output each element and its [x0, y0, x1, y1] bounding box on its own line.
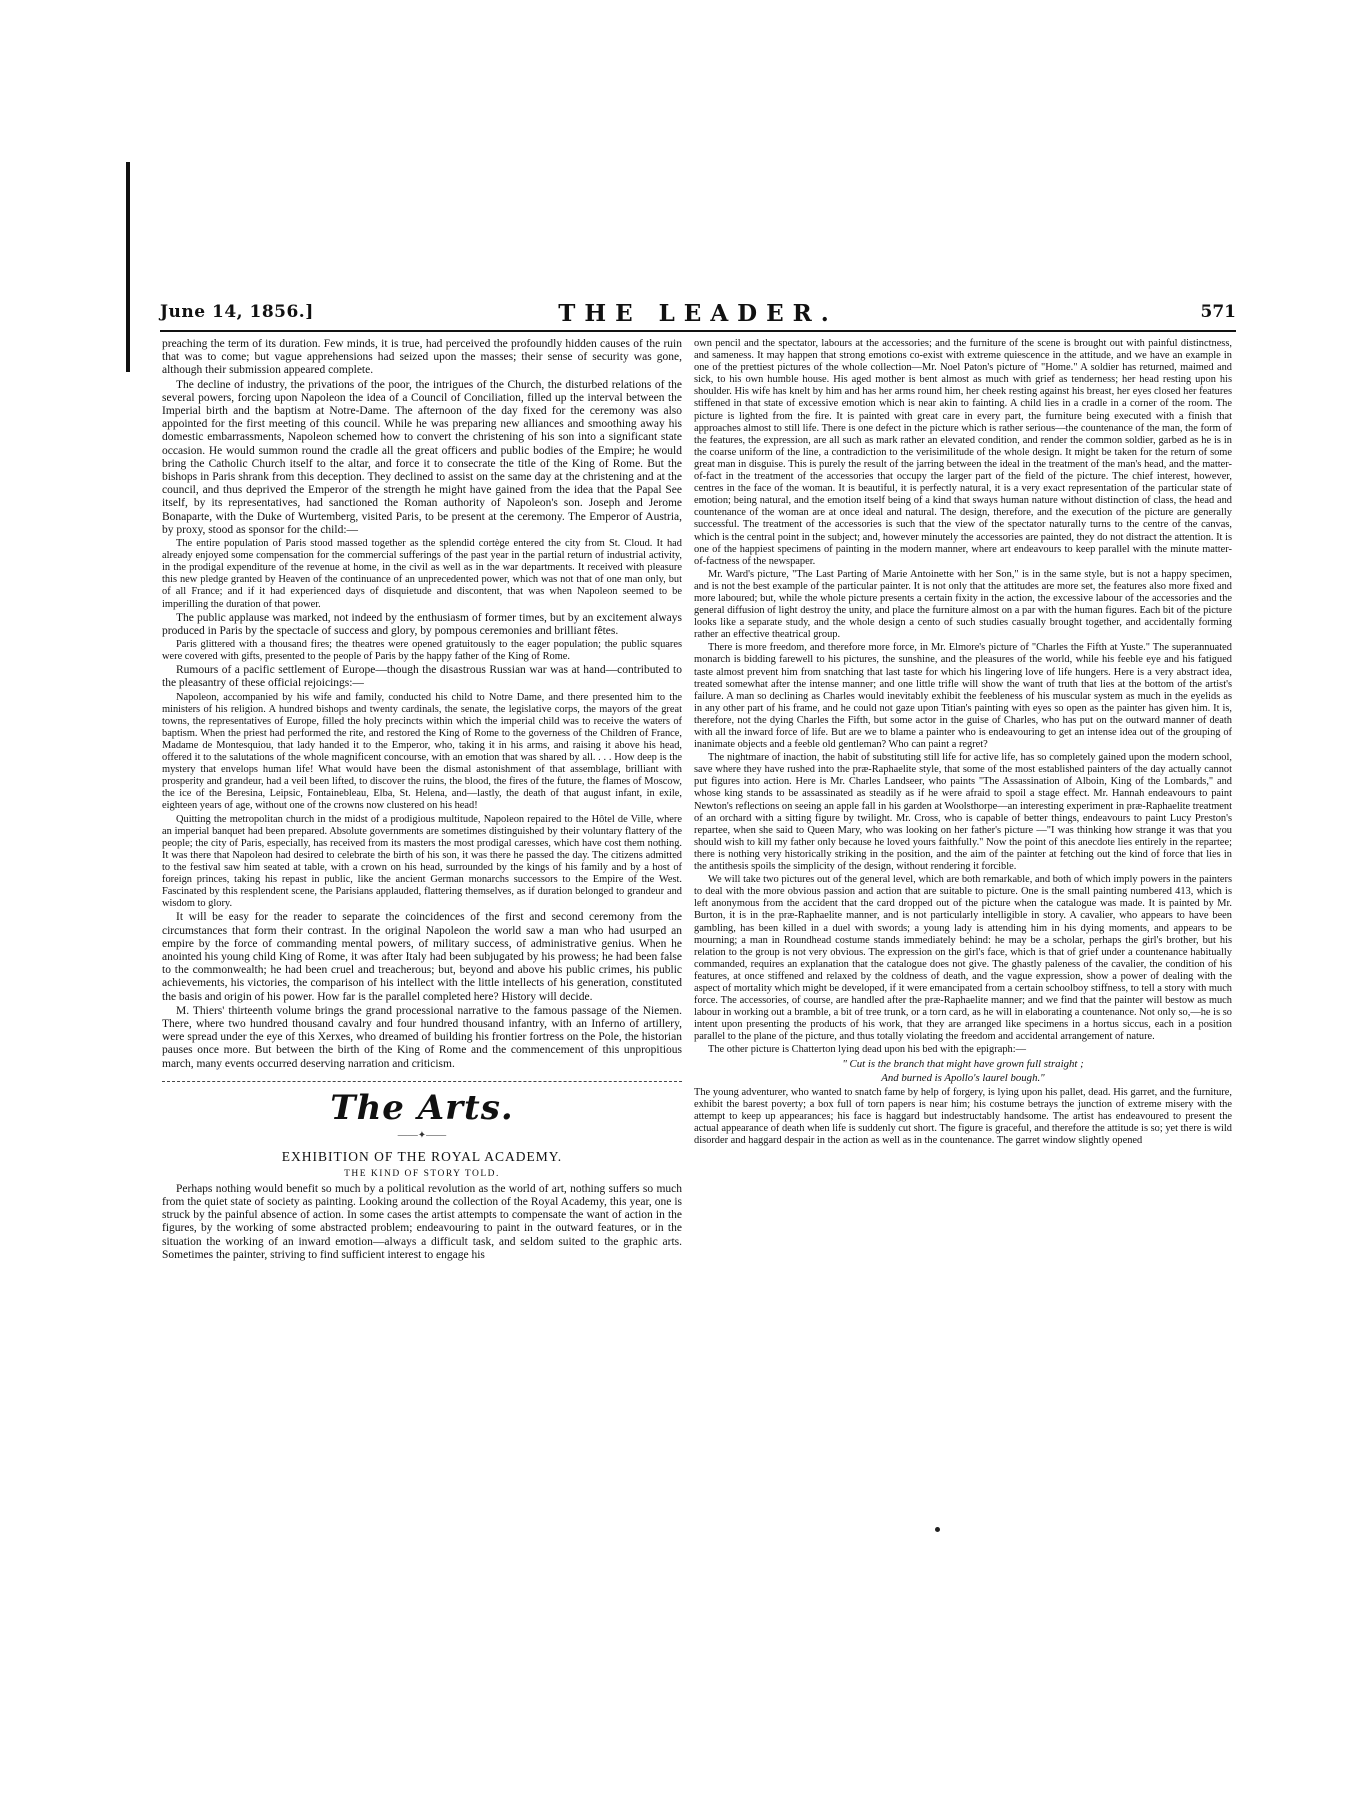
- issue-date: June 14, 1856.]: [160, 302, 314, 322]
- paragraph: own pencil and the spectator, labours at the accessories; and the furniture of the scene is brought out with painful distinctness, and sameness. It may happen that strong emotions co-exist with extreme quiescence in the attitude, and we have an example in one of the prettiest pictures of the whole collection—Mr. Noel Paton's picture of "Home." A soldier has returned, maimed and sick, to his own humble house. His aged mother is bent almost as much with grief as tenderness; her head resting upon his shoulder. His wife has knelt by him and has her arms round him, her cheek resting against his breast, her eyes closed her features stiffened in that state of excessive emotion which is near akin to fainting. A child lies in a cradle in a corner of the room. The picture is lighted from the fire. It is painted with great care in every part, the furniture being executed with a finish that approaches almost to still life. There is one defect in the picture which is rather serious—the countenance of the man, the form of the features, the expression, are all such as mark rather an elevated condition, and render the common soldier, garbed as he is in the coarse uniform of the line, a contradiction to the verisimilitude of the whole design. It might be taken for the return of some great man in disguise. This is purely the result of the jarring between the ideal in the treatment of the man's head, and the matter-of-fact in the treatment of the accessories that occupy the larger part of the field of the picture. The chief interest, however, centres in the face of the woman. It is beautiful, it is perfectly natural, it is a very exact representation of the particular state of emotion; being natural, and the emotion itself being of a kind that sways human nature without distinction of class, the head and countenance of the woman are at once ideal and natural. The design, therefore, and the execution of the picture are generally successful. The treatment of the accessories is such that the view of the spectator naturally turns to the centre of the canvas, which is the central point in the subject; and, however minutely the accessories are painted, they do not distract the attention. It is one of the happiest specimens of painting in the modern manner, where art endeavours to keep parallel with the minute matter-of-factness of the newspaper.: [694, 338, 1232, 567]
- epigraph-line: And burned is Apollo's laurel bough.": [881, 1072, 1045, 1085]
- quoted-paragraph: Paris glittered with a thousand fires; the theatres were opened gratuitously to the eager population; the public squares were covered with gifts, presented to the people of Paris by the happy father of the King of Rome.: [162, 639, 682, 663]
- paragraph: Perhaps nothing would benefit so much by a political revolution as the world of art, nothing suffers so much from the quiet state of society as painting. Looking around the collection of the Royal Academy, this year, one is struck by the painful absence of action. In some cases the artist attempts to compensate the want of action in the figures, by the working of some abstracted problem; endeavouring to paint in the outward features, or in the situation the working of an inward emotion—always a difficult task, and seldom suited to the graphic arts. Sometimes the painter, striving to find sufficient interest to engage his: [162, 1182, 682, 1261]
- article-heading: EXHIBITION OF THE ROYAL ACADEMY.: [281, 1148, 563, 1164]
- paragraph: It will be easy for the reader to separate the coincidences of the first and second ceremony from the circumstances that form their contrast. In the original Napoleon the world saw a man who had usurped an empire by the force of commanding mental powers, of military success, of administrative genius. When he anointed his young child King of Rome, it was after Italy had been subjugated by his prowess; he had been false to the commonwealth; he had been cruel and treacherous; but, beyond and above his public crimes, his public achievements, his victories, the comparison of his intellect with the little intellects of his generation, constituted the basis and origin of his power. How far is the parallel completed here? History will decide.: [162, 911, 682, 1003]
- flourish-ornament: ——✦——: [397, 1129, 447, 1141]
- ink-dot: [935, 1527, 940, 1532]
- newspaper-title: THE LEADER.: [558, 300, 838, 327]
- paragraph: The young adventurer, who wanted to snatch fame by help of forgery, is lying upon his pallet, dead. His garret, and the furniture, exhibit the barest poverty; a box full of torn papers is near him; his costume betrays the junction of extreme misery with the attempt to keep up appearances; his face is haggard but indestructably handsome. The artist has endeavoured to present the actual appearance of death when life is suddenly cut short. The figure is graceful, and therefore the attitude is so; yet there is wild disorder and haggard despair in the action as well as in the countenance. The garret window slightly opened: [694, 1086, 1232, 1147]
- quoted-paragraph: The entire population of Paris stood massed together as the splendid cortège entered the city from St. Cloud. It had already enjoyed some compensation for the commercial sufferings of the past year in the partial return of industrial activity, in the prodigal expenditure of the revenue at home, in the civil as well as in the war departments. It received with pleasure this new pledge granted by Heaven of the continuance of an unprecedented power, which was not that of one man only, but of all France; and if it had experienced days of disquietude and discontent, that was when Napoleon seemed to be imperilling the duration of that power.: [162, 538, 682, 610]
- quoted-paragraph: Napoleon, accompanied by his wife and family, conducted his child to Notre Dame, and there presented him to the ministers of his religion. A hundred bishops and twenty cardinals, the senate, the legislative corps, the mayors of the great towns, the representatives of Europe, filled the holy precincts within which the imperial child was to receive the waters of baptism. When the priest had performed the rite, and restored the King of Rome to the governess of the Children of France, Madame de Montesquiou, that lady handed it to the Emperor, who, taking it in his arms, and raising it above his head, offered it to the salutations of the whole magnificent concourse, with an emotion that was shared by all. . . . How deep is the mystery that envelops human life! What would have been the dismal astonishment of that assemblage, brilliant with prosperity and grandeur, had a veil been lifted, to discover the ruins, the blood, the fires of the future, the flames of Moscow, the ice of the Beresina, Leipsic, Fontainebleau, Elba, St. Helena, and—lastly, the death of that august infant, in exile, eighteen years of age, without one of the crowns now clustered on his head!: [162, 691, 682, 812]
- paragraph: The nightmare of inaction, the habit of substituting still life for active life, has so completely gained upon the modern school, save where they have rushed into the præ-Raphaelite style, that some of the most established painters of the day actually cannot put figures into action. Here is Mr. Charles Landseer, who paints "The Assassination of Alboin, King of the Lombards," and whose king stands to be assassinated as steadily as if he were afraid to spoil a stage effect. Mr. Hannah endeavours to paint Newton's reflections on seeing an apple fall in his garden at Woolsthorpe—an interesting experiment in præ-Raphaelite treatment of an orchard with a sitting figure by twilight. Mr. Cross, who is capable of better things, endeavours to paint Lucy Preston's repartee, when she said to Queen Mary, who was looking on her father's picture —"I was thinking how strange it was that you should wish to kill my father only because he loved yours faithfully." Now the point of this anecdote lies entirely in the repartee; there is nothing very historically striking in the position, and the aim of the painter at fetching out the kind of force that lies in the antithesis spoils the simplicity of the design, without rendering it forcible.: [694, 752, 1232, 873]
- paragraph: The other picture is Chatterton lying dead upon his bed with the epigraph:—: [708, 1044, 1026, 1056]
- page-number: 571: [1200, 302, 1236, 322]
- epigraph-line: " Cut is the branch that might have grown full straight ;: [842, 1057, 1084, 1070]
- paragraph: The public applause was marked, not indeed by the enthusiasm of former times, but by an excitement always produced in Paris by the spectacle of success and glory, by pompous ceremonies and brilliant fêtes.: [162, 611, 682, 637]
- left-column: [162, 338, 682, 1263]
- right-column: [694, 338, 1232, 1148]
- header-rule: [160, 330, 1236, 332]
- masthead: [160, 302, 1236, 326]
- article-subheading: THE KIND OF STORY TOLD.: [344, 1168, 500, 1179]
- paragraph: preaching the term of its duration. Few minds, it is true, had perceived the profoundly hidden causes of the ruin that was to come; but vague apprehensions had seized upon the masses; their sense of security was gone, although their submission appeared complete.: [162, 338, 682, 377]
- paragraph: There is more freedom, and therefore more force, in Mr. Elmore's picture of "Charles the Fifth at Yuste." The superannuated monarch is bidding farewell to his pictures, the sunshine, and the pleasures of the world, while his feeble eye and his fatigued taste almost prevent him from snatching that last taste for which his lingering love of life hungers. Here is a very abstract idea, treated somewhat after the intense manner; and one little trifle will show the want of truth that lies at the bottom of the artist's failure. A man so declining as Charles would inevitably exhibit the feebleness of his muscular system as much in the eyelids as in any other part of his frame, and he could not gaze upon Titian's painting with eyes so open as the painter has given him. It is, therefore, not the dying Charles the Fifth, but some actor in the guise of Charles, who has put on the outward manner of death with all the inward force of life. But are we to blame a painter who is endeavouring to get an intense idea out of the grouping of inanimate objects and a feeble old gentleman? Who can paint a regret?: [694, 642, 1232, 751]
- section-title: The Arts.: [330, 1087, 514, 1128]
- section-separator: [162, 1081, 682, 1082]
- page-edge-mark: [126, 162, 130, 372]
- paragraph: Mr. Ward's picture, "The Last Parting of Marie Antoinette with her Son," is in the same style, but is not a happy specimen, and is not the best example of the particular painter. It is not only that the attitudes are more set, the features also more fixed and more laboured; but, while the whole picture presents a certain fixity in the action, the excessive labour of the accessories and the general diffusion of light destroy the unity, and place the furniture almost on a par with the human figures. Each bit of the picture looks like a separate study, and the whole design a cento of such studies casually brought together, and accidentally forming rather an effective theatrical group.: [694, 568, 1232, 641]
- paragraph: We will take two pictures out of the general level, which are both remarkable, and both of which imply powers in the painters to deal with the more obvious passion and action that are suitable to picture. One is the small painting numbered 413, which is left anonymous from the accident that the card dropped out of the picture when the catalogue was made. It is painted by Mr. Burton, it is in the præ-Raphaelite manner, and is not particularly intelligible in story. A cavalier, who appears to have been gambling, has been killed in a duel with swords; a young lady is attending him in his dying moments, and appears to be mourning; a man in Roundhead costume stands immediately behind: he may be a scholar, perhaps the girl's brother, but his relation to the group is not very obvious. The expression on the girl's face, which is that of grief under a countenance habitually commanded, requires an explanation that the catalogue does not give. The ghastly paleness of the cavalier, the condition of his features, at once stiffened and relaxed by the coldness of death, and the vague expression, show a power of dealing with the aspect of mortality which might be developed, if it were emancipated from a certain schoolboy stiffness, to tell a story with much force. The accessories, of course, are handled after the præ-Raphaelite manner; and we find that the painter will bestow as much labour in working out a bramble, a bit of tree trunk, or a torn card, as he will in elaborating a countenance. Not only so,—he is so intent upon presenting the products of his work, that they are arranged like specimens in a hortus siccus, each in a position parallel to the plane of the picture, and thus totally violating the freedom and accidental arrangement of nature.: [694, 874, 1232, 1043]
- paragraph: The decline of industry, the privations of the poor, the intrigues of the Church, the disturbed relations of the several powers, forcing upon Napoleon the idea of a Council of Conciliation, filled up the interval between the Imperial birth and the baptism at Notre-Dame. The afternoon of the day fixed for the ceremony was also appointed for the first meeting of this council. While he was preparing new alliances and smoothing away his domestic embarrassments, Napoleon schemed how to convert the christening of his son into a significant state occasion. He would summon round the cradle all the great officers and public bodies of the Empire; he would bring the Catholic Church itself to the altar, and force it to consecrate the title of the King of Rome. But the bishops in Paris shrank from this deception. They declined to assist on the same day at the christening and at the council, and thus deprived the Emperor of the strength he might have gained from the idea that the Papal See itself, by its representatives, had sanctioned the Roman authority of Napoleon's son. Joseph and Jerome Bonaparte, with the Duke of Wurtemberg, visited Paris, to be present at the ceremony. The Emperor of Austria, by proxy, stood as sponsor for the child:—: [162, 378, 682, 536]
- paragraph: Rumours of a pacific settlement of Europe—though the disastrous Russian war was at hand—contributed to the pleasantry of these official rejoicings:—: [162, 664, 682, 690]
- paragraph: M. Thiers' thirteenth volume brings the grand processional narrative to the famous passage of the Niemen. There, where two hundred thousand cavalry and four hundred thousand infantry, with an Inferno of artillery, were spread under the eye of this Xerxes, who dreamed of building his frontier fortress on the Pole, the historian pauses once more. But between the birth of the King of Rome and the commencement of this unpropitious march, many events occurred deserving narration and criticism.: [162, 1004, 682, 1070]
- quoted-paragraph: Quitting the metropolitan church in the midst of a prodigious multitude, Napoleon repaired to the Hôtel de Ville, where an imperial banquet had been prepared. Absolute governments are sometimes distinguished by their voluntary flattery of the people; the city of Paris, especially, has received from its masters the most prodigal caresses, which have cost them nothing. It was there that Napoleon had desired to celebrate the birth of his son, it was there he passed the day. The citizens admitted to the festival saw him seated at table, with a crown on his head, surrounded by the kings of his family and by a host of foreign princes, taking his repast in public, like the ancient German monarchs successors to the Empire of the West. Fascinated by this resplendent scene, the Parisians applauded, flattering themselves, as if duration belonged to grandeur and wisdom to glory.: [162, 813, 682, 910]
